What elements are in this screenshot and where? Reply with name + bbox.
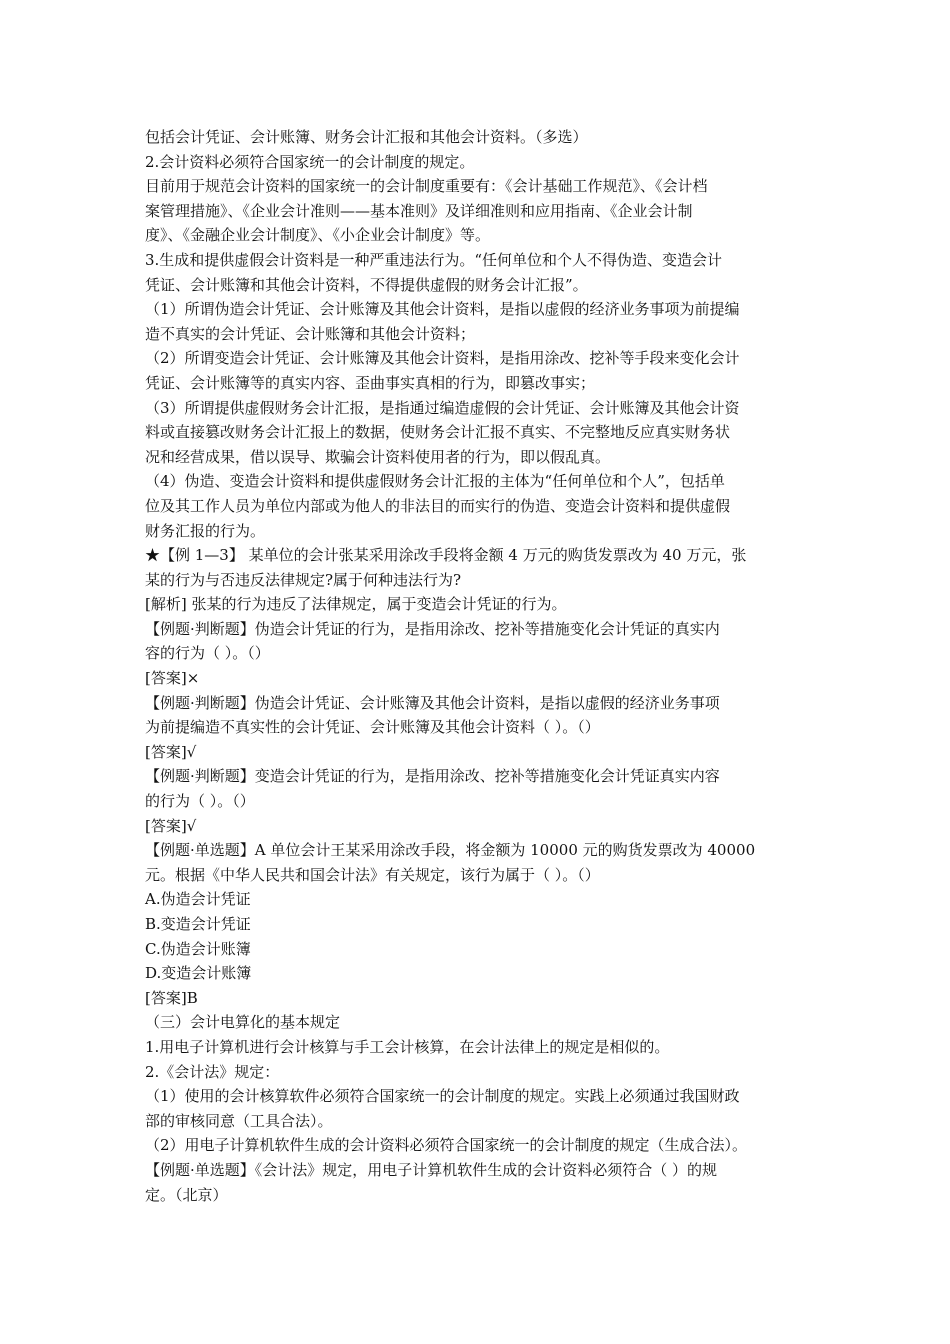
text-line: 度》、《金融企业会计制度》、《小企业会计制度》等。 [145, 226, 491, 245]
text-line: [答案]√ [145, 742, 197, 761]
text-line: 3.生成和提供虚假会计资料是一种严重违法行为。“任何单位和个人不得伪造、变造会计 [145, 250, 722, 269]
text-line: A.伪造会计凭证 [145, 890, 251, 909]
text-line: 1.用电子计算机进行会计核算与手工会计核算，在会计法律上的规定是相似的。 [145, 1037, 670, 1056]
text-line: （2）所谓变造会计凭证、会计账簿及其他会计资料，是指用涂改、挖补等手段来变化会计 [145, 349, 740, 368]
document-body [145, 125, 825, 1207]
text-line: 凭证、会计账簿和其他会计资料，不得提供虚假的财务会计汇报”。 [145, 275, 588, 294]
text-line: B.变造会计凭证 [145, 915, 251, 933]
text-line: 【例题·判断题】变造会计凭证的行为，是指用涂改、挖补等措施变化会计凭证真实内容 [145, 767, 720, 786]
text-line: 【例题·判断题】伪造会计凭证、会计账簿及其他会计资料，是指以虚假的经济业务事项 [145, 693, 720, 712]
text-line: 容的行为（ ）。（） [145, 644, 270, 663]
text-line: D.变造会计账簿 [145, 964, 252, 983]
text-line: 料或直接篡改财务会计汇报上的数据，使财务会计汇报不真实、不完整地反应真实财务状 [145, 423, 731, 442]
text-line: （4）伪造、变造会计资料和提供虚假财务会计汇报的主体为“任何单位和个人”，包括单 [145, 472, 725, 491]
text-line: C.伪造会计账簿 [145, 939, 251, 958]
text-line: 元。根据《中华人民共和国会计法》有关规定，该行为属于（ ）。（） [145, 865, 600, 884]
text-line: 况和经营成果，借以误导、欺骗会计资料使用者的行为，即以假乱真。 [145, 447, 611, 466]
text-line: （三）会计电算化的基本规定 [145, 1013, 341, 1032]
text-line: 【例题·判断题】伪造会计凭证的行为，是指用涂改、挖补等措施变化会计凭证的真实内 [145, 619, 720, 638]
text-line: 位及其工作人员为单位内部或为他人的非法目的而实行的伪造、变造会计资料和提供虚假 [145, 496, 731, 515]
text-line: ★【例 1—3】 某单位的会计张某采用涂改手段将金额 4 万元的购货发票改为 40 万元，张 [145, 546, 747, 565]
text-line: （3）所谓提供虚假财务会计汇报，是指通过编造虚假的会计凭证、会计账簿及其他会计资 [145, 398, 740, 417]
text-line: 案管理措施》、《企业会计准则——基本准则》及详细准则和应用指南、《企业会计制 [145, 201, 693, 220]
text-line: [答案]B [145, 988, 198, 1007]
text-line: [答案]× [145, 669, 200, 688]
text-line: 部的审核同意（工具合法）。 [145, 1111, 333, 1130]
text-line: （2）用电子计算机软件生成的会计资料必须符合国家统一的会计制度的规定（生成合法）。 [145, 1136, 748, 1155]
text-line: 财务汇报的行为。 [145, 521, 266, 540]
text-line: 定。（北京） [145, 1185, 228, 1204]
text-line: 凭证、会计账簿等的真实内容、歪曲事实真相的行为，即篡改事实； [145, 373, 596, 392]
text-line: [解析] 张某的行为违反了法律规定，属于变造会计凭证的行为。 [145, 595, 567, 614]
text-line: 为前提编造不真实性的会计凭证、会计账簿及其他会计资料（ ）。（） [145, 718, 600, 737]
text-line: 造不真实的会计凭证、会计账簿和其他会计资料； [145, 324, 476, 343]
text-line: （1）所谓伪造会计凭证、会计账簿及其他会计资料，是指以虚假的经济业务事项为前提编 [145, 300, 740, 319]
text-line: （1）使用的会计核算软件必须符合国家统一的会计制度的规定。实践上必须通过我国财政 [145, 1087, 740, 1106]
text-line: 【例题·单选题】A 单位会计王某采用涂改手段，将金额为 10000 元的购货发票改为 40000 [145, 841, 756, 860]
text-line: 某的行为与否违反法律规定?属于何种违法行为? [145, 570, 462, 589]
text-line: 目前用于规范会计资料的国家统一的会计制度重要有：《会计基础工作规范》、《会计档 [145, 177, 708, 196]
text-line: 包括会计凭证、会计账簿、财务会计汇报和其他会计资料。（多选） [145, 128, 588, 146]
text-line: 2.《会计法》规定： [145, 1062, 280, 1081]
text-line: 【例题·单选题】《会计法》规定，用电子计算机软件生成的会计资料必须符合（ ）的规 [145, 1160, 718, 1179]
text-line: [答案]√ [145, 816, 197, 835]
text-line: 的行为（ ）。（） [145, 792, 255, 811]
text-line: 2.会计资料必须符合国家统一的会计制度的规定。 [145, 152, 475, 171]
